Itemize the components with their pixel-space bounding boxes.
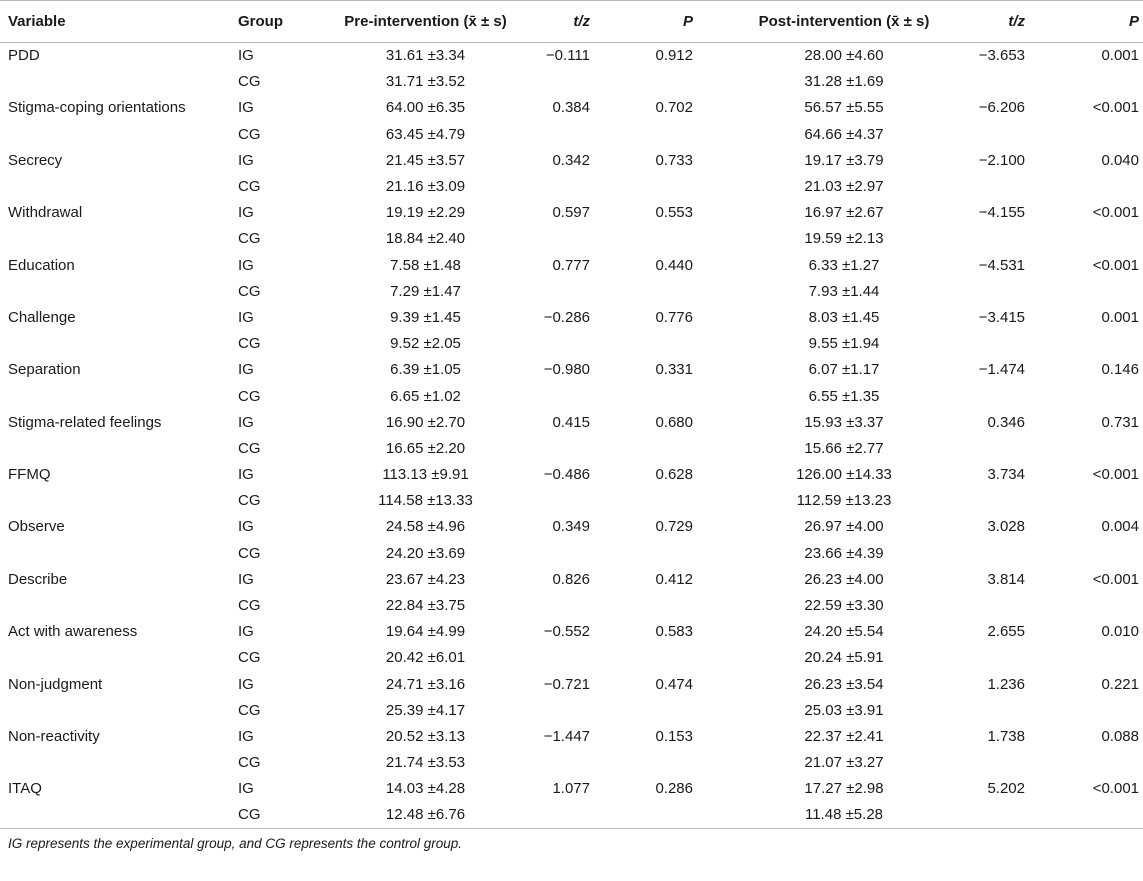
cell-pre-value: 9.39 ±1.45 — [390, 308, 461, 326]
cell-post-value: 28.00 ±4.60 — [804, 47, 884, 65]
cell-p-post-empty — [1049, 226, 1143, 252]
cell-pre-value: 24.71 ±3.16 — [385, 675, 466, 693]
cell-pre-value: 7.58 ±1.48 — [390, 256, 461, 274]
cell-p-pre: 0.702 — [655, 99, 693, 117]
cell-p-pre: 0.474 — [655, 675, 693, 693]
table-row — [0, 252, 1143, 278]
cell-tz-pre: 1.077 — [552, 780, 590, 798]
cell-tz-pre: 0.349 — [552, 518, 590, 536]
cell-p-post-empty — [1049, 435, 1143, 461]
cell-tz-pre: 0.597 — [552, 204, 590, 222]
cell-variable-empty — [0, 69, 238, 95]
cell-tz-pre-empty — [535, 331, 625, 357]
cell-p-pre: 0.733 — [655, 151, 693, 169]
header-tz-post: t/z — [959, 1, 1049, 43]
cell-variable: Separation — [8, 361, 81, 379]
cell-p-pre: 0.553 — [655, 204, 693, 222]
cell-group: IG — [238, 623, 254, 641]
header-pre-intervention: Pre-intervention (x̄ ± s) — [316, 1, 535, 43]
table-row — [0, 200, 1143, 226]
header-p-pre: P — [625, 1, 729, 43]
cell-tz-pre-empty — [535, 488, 625, 514]
cell-variable-empty — [0, 697, 238, 723]
cell-post-value: 7.93 ±1.44 — [808, 282, 880, 300]
cell-p-post-empty — [1049, 697, 1143, 723]
cell-tz-post-empty — [959, 645, 1049, 671]
table-row — [0, 304, 1143, 330]
cell-tz-post: −1.474 — [978, 361, 1025, 379]
table-row — [0, 488, 1143, 514]
cell-group: CG — [238, 649, 261, 667]
cell-pre-value: 64.00 ±6.35 — [385, 99, 466, 117]
cell-tz-post: 2.655 — [987, 623, 1025, 641]
cell-post-value: 26.23 ±4.00 — [804, 570, 884, 588]
cell-group: IG — [238, 204, 254, 222]
cell-variable-empty — [0, 435, 238, 461]
cell-variable: Challenge — [8, 308, 76, 326]
cell-pre-value: 24.20 ±3.69 — [385, 544, 466, 562]
cell-tz-post-empty — [959, 540, 1049, 566]
cell-tz-pre: −1.447 — [543, 727, 590, 745]
cell-tz-pre-empty — [535, 802, 625, 828]
cell-tz-pre-empty — [535, 540, 625, 566]
cell-post-value: 19.17 ±3.79 — [804, 151, 884, 169]
cell-p-post: 0.001 — [1101, 47, 1139, 65]
cell-p-post: <0.001 — [1092, 780, 1139, 798]
cell-p-post-empty — [1049, 69, 1143, 95]
cell-post-value: 15.66 ±2.77 — [804, 439, 884, 457]
cell-tz-post: 3.814 — [987, 570, 1025, 588]
table-row — [0, 540, 1143, 566]
table-body — [0, 43, 1143, 829]
cell-p-pre-empty — [625, 540, 729, 566]
cell-group: CG — [238, 439, 261, 457]
cell-tz-pre-empty — [535, 69, 625, 95]
cell-pre-value: 6.65 ±1.02 — [390, 387, 461, 405]
cell-p-post-empty — [1049, 645, 1143, 671]
cell-p-pre-empty — [625, 645, 729, 671]
table-row — [0, 331, 1143, 357]
cell-group: CG — [238, 492, 261, 510]
cell-tz-pre: −0.111 — [545, 47, 590, 65]
cell-p-post: 0.221 — [1101, 675, 1139, 693]
cell-tz-post: 3.734 — [987, 466, 1025, 484]
cell-p-pre-empty — [625, 802, 729, 828]
table-row — [0, 43, 1143, 69]
cell-p-post: 0.040 — [1101, 151, 1139, 169]
cell-variable-empty — [0, 488, 238, 514]
cell-tz-post: 1.738 — [987, 727, 1025, 745]
cell-tz-post: 3.028 — [987, 518, 1025, 536]
cell-p-post-empty — [1049, 331, 1143, 357]
cell-tz-pre: 0.777 — [552, 256, 590, 274]
cell-tz-pre: 0.826 — [552, 570, 590, 588]
cell-variable-empty — [0, 226, 238, 252]
table-row — [0, 69, 1143, 95]
cell-pre-value: 23.67 ±4.23 — [385, 570, 466, 588]
cell-pre-value: 63.45 ±4.79 — [385, 125, 466, 143]
cell-post-value: 26.23 ±3.54 — [804, 675, 884, 693]
cell-pre-value: 9.52 ±2.05 — [390, 335, 461, 353]
cell-pre-value: 31.61 ±3.34 — [385, 47, 466, 65]
cell-post-value: 112.59 ±13.23 — [796, 492, 892, 510]
cell-p-pre-empty — [625, 121, 729, 147]
cell-group: CG — [238, 754, 261, 772]
cell-p-post-empty — [1049, 173, 1143, 199]
cell-post-value: 26.97 ±4.00 — [804, 518, 884, 536]
cell-variable: ITAQ — [8, 780, 42, 798]
cell-post-value: 24.20 ±5.54 — [804, 623, 884, 641]
cell-pre-value: 21.45 ±3.57 — [385, 151, 466, 169]
cell-p-post-empty — [1049, 488, 1143, 514]
header-post-intervention: Post-intervention (x̄ ± s) — [729, 1, 959, 43]
cell-post-value: 15.93 ±3.37 — [804, 413, 884, 431]
table-row — [0, 619, 1143, 645]
cell-group: CG — [238, 282, 261, 300]
cell-tz-post: −4.155 — [978, 204, 1025, 222]
cell-group: CG — [238, 73, 261, 91]
cell-variable: Secrecy — [8, 151, 63, 169]
cell-pre-value: 20.42 ±6.01 — [385, 649, 466, 667]
cell-tz-post-empty — [959, 802, 1049, 828]
cell-group: IG — [238, 308, 254, 326]
cell-p-pre-empty — [625, 592, 729, 618]
cell-post-value: 9.55 ±1.94 — [808, 335, 880, 353]
cell-group: IG — [238, 151, 254, 169]
cell-variable: Education — [8, 256, 75, 274]
cell-p-pre-empty — [625, 69, 729, 95]
table-row — [0, 723, 1143, 749]
table-row — [0, 409, 1143, 435]
cell-p-post: 0.010 — [1101, 623, 1139, 641]
table-row — [0, 357, 1143, 383]
cell-post-value: 6.33 ±1.27 — [808, 256, 880, 274]
cell-variable-empty — [0, 645, 238, 671]
cell-p-post: 0.001 — [1101, 308, 1139, 326]
cell-group: IG — [238, 570, 254, 588]
cell-post-value: 21.03 ±2.97 — [804, 178, 884, 196]
cell-p-pre: 0.729 — [655, 518, 693, 536]
cell-pre-value: 21.74 ±3.53 — [385, 754, 466, 772]
table-footnote: IG represents the experimental group, and CG represents the control group. — [8, 835, 462, 851]
table-row — [0, 802, 1143, 828]
cell-variable-empty — [0, 331, 238, 357]
cell-group: IG — [238, 47, 254, 65]
cell-group: CG — [238, 701, 261, 719]
cell-post-value: 56.57 ±5.55 — [804, 99, 884, 117]
cell-tz-pre-empty — [535, 750, 625, 776]
cell-tz-pre-empty — [535, 226, 625, 252]
cell-pre-value: 16.65 ±2.20 — [385, 439, 466, 457]
cell-variable: Non-reactivity — [8, 727, 100, 745]
table-row — [0, 95, 1143, 121]
cell-pre-value: 20.52 ±3.13 — [385, 727, 466, 745]
cell-pre-value: 19.19 ±2.29 — [385, 204, 466, 222]
cell-variable-empty — [0, 278, 238, 304]
cell-p-pre: 0.583 — [655, 623, 693, 641]
cell-post-value: 11.48 ±5.28 — [729, 802, 959, 828]
cell-p-post: <0.001 — [1092, 204, 1139, 222]
cell-tz-pre-empty — [535, 121, 625, 147]
cell-variable: Stigma-related feelings — [8, 413, 162, 431]
cell-group: CG — [238, 802, 316, 828]
table-row — [0, 776, 1143, 802]
cell-pre-value: 113.13 ±9.91 — [382, 466, 469, 484]
cell-tz-pre: 0.384 — [552, 99, 590, 117]
table-row — [0, 514, 1143, 540]
cell-post-value: 6.07 ±1.17 — [808, 361, 880, 379]
cell-p-post: <0.001 — [1092, 99, 1139, 117]
cell-p-post: 0.004 — [1101, 518, 1139, 536]
cell-tz-post-empty — [959, 69, 1049, 95]
cell-pre-value: 14.03 ±4.28 — [385, 780, 466, 798]
cell-p-post-empty — [1049, 121, 1143, 147]
cell-p-post-empty — [1049, 278, 1143, 304]
cell-tz-pre: −0.980 — [543, 361, 590, 379]
table-row — [0, 383, 1143, 409]
cell-p-post-empty — [1049, 750, 1143, 776]
cell-group: CG — [238, 335, 261, 353]
cell-group: CG — [238, 544, 261, 562]
cell-p-post-empty — [1049, 802, 1143, 828]
cell-pre-value: 114.58 ±13.33 — [378, 492, 473, 510]
table-row — [0, 645, 1143, 671]
cell-tz-pre: 0.342 — [552, 151, 590, 169]
cell-group: IG — [238, 675, 254, 693]
cell-p-pre: 0.286 — [655, 780, 693, 798]
cell-p-pre-empty — [625, 226, 729, 252]
cell-p-post: <0.001 — [1092, 466, 1139, 484]
cell-p-pre-empty — [625, 331, 729, 357]
cell-group: CG — [238, 125, 261, 143]
cell-post-value: 22.59 ±3.30 — [804, 597, 884, 615]
table-header-row — [0, 1, 1143, 43]
table-row — [0, 435, 1143, 461]
cell-variable-empty — [0, 750, 238, 776]
cell-p-pre-empty — [625, 488, 729, 514]
header-variable: Variable — [0, 1, 238, 43]
cell-pre-value: 19.64 ±4.99 — [385, 623, 466, 641]
cell-pre-value: 22.84 ±3.75 — [385, 597, 466, 615]
cell-p-pre-empty — [625, 383, 729, 409]
cell-variable-empty — [0, 383, 238, 409]
cell-variable: Observe — [8, 518, 65, 536]
cell-pre-value: 21.16 ±3.09 — [385, 178, 466, 196]
cell-variable: Non-judgment — [8, 675, 103, 693]
header-tz-pre: t/z — [535, 1, 625, 43]
cell-p-pre: 0.412 — [655, 570, 693, 588]
cell-tz-post-empty — [959, 488, 1049, 514]
table-row — [0, 147, 1143, 173]
cell-variable-empty — [0, 173, 238, 199]
cell-variable: PDD — [8, 47, 40, 65]
cell-tz-pre: −0.721 — [543, 675, 590, 693]
cell-group: CG — [238, 387, 261, 405]
cell-tz-post-empty — [959, 121, 1049, 147]
cell-post-value: 31.28 ±1.69 — [804, 73, 884, 91]
cell-p-pre-empty — [625, 173, 729, 199]
cell-tz-pre: 0.415 — [552, 413, 590, 431]
cell-tz-post-empty — [959, 592, 1049, 618]
cell-tz-pre: −0.486 — [543, 466, 590, 484]
cell-p-post: 0.146 — [1101, 361, 1139, 379]
cell-tz-post: 1.236 — [987, 675, 1025, 693]
cell-p-pre: 0.776 — [655, 308, 693, 326]
cell-pre-value: 25.39 ±4.17 — [385, 701, 466, 719]
cell-p-pre: 0.331 — [655, 361, 693, 379]
cell-variable: Describe — [8, 570, 68, 588]
cell-variable: FFMQ — [8, 466, 51, 484]
cell-tz-post-empty — [959, 750, 1049, 776]
cell-group: IG — [238, 99, 254, 117]
cell-p-pre: 0.912 — [655, 47, 693, 65]
cell-tz-pre-empty — [535, 435, 625, 461]
cell-group: IG — [238, 780, 254, 798]
cell-tz-post-empty — [959, 697, 1049, 723]
cell-group: IG — [238, 361, 254, 379]
cell-tz-post: 5.202 — [987, 780, 1025, 798]
table-row — [0, 592, 1143, 618]
cell-p-pre: 0.440 — [655, 256, 693, 274]
cell-tz-post: −3.415 — [978, 308, 1025, 326]
cell-p-post-empty — [1049, 592, 1143, 618]
cell-p-post: <0.001 — [1092, 570, 1139, 588]
table-row — [0, 462, 1143, 488]
cell-group: IG — [238, 256, 254, 274]
cell-tz-post: 0.346 — [987, 413, 1025, 431]
cell-group: IG — [238, 727, 254, 745]
cell-p-post: 0.088 — [1101, 727, 1139, 745]
cell-post-value: 19.59 ±2.13 — [804, 230, 884, 248]
cell-post-value: 8.03 ±1.45 — [808, 308, 880, 326]
cell-variable: Withdrawal — [8, 204, 83, 222]
cell-pre-value: 7.29 ±1.47 — [390, 282, 461, 300]
cell-p-pre-empty — [625, 750, 729, 776]
cell-group: IG — [238, 413, 254, 431]
cell-post-value: 22.37 ±2.41 — [804, 727, 884, 745]
cell-tz-pre: −0.286 — [543, 308, 590, 326]
cell-tz-pre-empty — [535, 645, 625, 671]
cell-p-post: 0.731 — [1101, 413, 1139, 431]
cell-pre-value: 6.39 ±1.05 — [390, 361, 461, 379]
header-p-post: P — [1049, 1, 1143, 43]
cell-post-value: 25.03 ±3.91 — [804, 701, 884, 719]
cell-tz-post-empty — [959, 383, 1049, 409]
header-group: Group — [238, 1, 316, 43]
cell-tz-pre-empty — [535, 173, 625, 199]
table-row — [0, 697, 1143, 723]
cell-variable: Stigma-coping orientations — [8, 99, 186, 117]
cell-tz-post: −6.206 — [978, 99, 1025, 117]
cell-post-value: 6.55 ±1.35 — [808, 387, 880, 405]
cell-post-value: 21.07 ±3.27 — [804, 754, 884, 772]
cell-group: CG — [238, 597, 261, 615]
cell-variable-empty — [0, 540, 238, 566]
table-row — [0, 750, 1143, 776]
cell-pre-value: 24.58 ±4.96 — [385, 518, 466, 536]
cell-pre-value: 18.84 ±2.40 — [385, 230, 466, 248]
cell-group: CG — [238, 230, 261, 248]
cell-post-value: 17.27 ±2.98 — [804, 780, 884, 798]
cell-p-pre: 0.153 — [655, 727, 693, 745]
cell-tz-post-empty — [959, 331, 1049, 357]
cell-tz-post-empty — [959, 278, 1049, 304]
cell-tz-post: −3.653 — [978, 47, 1025, 65]
cell-variable-empty — [0, 592, 238, 618]
cell-pre-value: 31.71 ±3.52 — [385, 73, 466, 91]
cell-tz-pre-empty — [535, 697, 625, 723]
cell-tz-post-empty — [959, 435, 1049, 461]
cell-p-pre-empty — [625, 697, 729, 723]
cell-tz-post: −2.100 — [978, 151, 1025, 169]
cell-tz-post-empty — [959, 226, 1049, 252]
table-row — [0, 566, 1143, 592]
cell-tz-post-empty — [959, 173, 1049, 199]
cell-tz-pre-empty — [535, 278, 625, 304]
table-row — [0, 671, 1143, 697]
cell-post-value: 20.24 ±5.91 — [804, 649, 884, 667]
cell-post-value: 16.97 ±2.67 — [804, 204, 884, 222]
cell-variable-empty — [0, 802, 238, 828]
cell-group: CG — [238, 178, 261, 196]
cell-tz-post: −4.531 — [978, 256, 1025, 274]
cell-p-pre-empty — [625, 278, 729, 304]
cell-pre-value: 12.48 ±6.76 — [316, 802, 535, 828]
cell-p-pre: 0.628 — [655, 466, 693, 484]
cell-group: IG — [238, 518, 254, 536]
cell-post-value: 64.66 ±4.37 — [804, 125, 884, 143]
cell-tz-pre-empty — [535, 592, 625, 618]
cell-p-pre: 0.680 — [655, 413, 693, 431]
cell-group: IG — [238, 466, 254, 484]
cell-tz-pre-empty — [535, 383, 625, 409]
cell-post-value: 126.00 ±14.33 — [796, 466, 892, 484]
cell-p-post-empty — [1049, 383, 1143, 409]
cell-p-post-empty — [1049, 540, 1143, 566]
cell-variable-empty — [0, 121, 238, 147]
cell-p-pre-empty — [625, 435, 729, 461]
cell-post-value: 23.66 ±4.39 — [804, 544, 884, 562]
cell-p-post: <0.001 — [1092, 256, 1139, 274]
table-row — [0, 226, 1143, 252]
table-row — [0, 278, 1143, 304]
table-row — [0, 121, 1143, 147]
cell-variable: Act with awareness — [8, 623, 138, 641]
table-row — [0, 173, 1143, 199]
cell-tz-pre: −0.552 — [543, 623, 590, 641]
cell-pre-value: 16.90 ±2.70 — [385, 413, 466, 431]
